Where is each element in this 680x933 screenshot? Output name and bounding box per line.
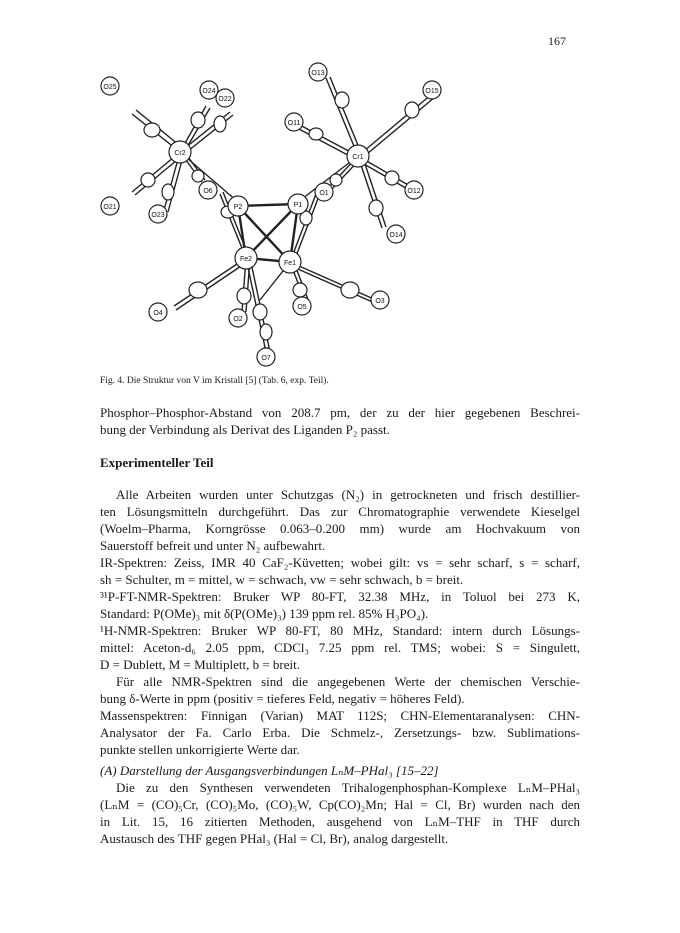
text-line: Phosphor–Phosphor-Abstand von 208.7 pm, der zu der hier gegebenen Beschrei- <box>100 405 580 420</box>
crystal-structure-figure <box>80 52 600 372</box>
atom-label: O7 <box>261 355 271 362</box>
text-line: Austausch des THF gegen PHal₃ (Hal = Cl, Br), analog dargestellt. <box>100 831 449 846</box>
text-line: ³¹P-FT-NMR-Spektren: Bruker WP 80-FT, 32.38 MHz, in Toluol bei 273 K, <box>100 589 580 604</box>
atom-label: O21 <box>103 204 117 211</box>
text-line: (LₙM = (CO)₅Cr, (CO)₅Mo, (CO)₅W, Cp(CO)₂Mn; Hal = Cl, Br) wurden nach den <box>100 797 580 812</box>
text-line: bung der Verbindung als Derivat des Liganden P₂ passt. <box>100 422 390 437</box>
atom-label: Cr1 <box>352 154 364 161</box>
text-line: Die zu den Synthesen verwendeten Trihalogenphosphan-Komplexe LₙM–PHal₃ <box>116 780 580 795</box>
atom-label: O6 <box>203 188 213 195</box>
text-line: Alle Arbeiten wurden unter Schutzgas (N₂) in getrockneten und frisch destillier- <box>116 487 580 502</box>
text-line: (Woelm–Pharma, Korngrösse 0.063–0.200 mm) wurde am Hochvakuum von <box>100 521 580 536</box>
atom-label: O1 <box>319 190 329 197</box>
intro-paragraph <box>100 404 580 438</box>
text-line: IR-Spektren: Zeiss, IMR 40 CaF₂-Küvetten; wobei gilt: vs = sehr scharf, s = scharf, <box>100 555 580 570</box>
text-line: Analysator der Fa. Carlo Erba. Die Schmelz-, Zersetzungs- bzw. Sublimations- <box>100 725 580 740</box>
section-a-title: (A) Darstellung der Ausgangsverbindungen LₙM–PHal₃ [15–22] <box>100 763 439 778</box>
atom-label: O23 <box>151 212 165 219</box>
atom-label: O4 <box>153 310 163 317</box>
atom-label: O13 <box>311 70 325 77</box>
atom-label: O14 <box>389 232 403 239</box>
section-heading: Experimenteller Teil <box>100 455 214 470</box>
section-a-paragraph <box>100 762 580 847</box>
text-line: Sauerstoff befreit und unter N₂ aufbewahrt. <box>100 538 326 553</box>
page-number: 167 <box>548 34 566 48</box>
atom-label: O2 <box>233 316 243 323</box>
atom-label: O25 <box>103 84 117 91</box>
text-line: Für alle NMR-Spektren sind die angegebenen Werte der chemischen Verschie- <box>116 674 580 689</box>
structure-drawing <box>80 52 600 372</box>
atom-label: Fe2 <box>239 256 253 263</box>
atom-label: Fe1 <box>283 260 297 267</box>
atom-label: O12 <box>407 188 421 195</box>
atom-label: O15 <box>425 88 439 95</box>
text-line: punkte stellen unkorrigierte Werte dar. <box>100 742 300 757</box>
text-line: ten Lösungsmitteln durchgeführt. Das zur Chromatographie verwendete Kieselgel <box>100 504 580 519</box>
text-line: sh = Schulter, m = mittel, w = schwach, vw = sehr schwach, b = breit. <box>100 572 464 587</box>
text-line: D = Dublett, M = Multiplett, b = breit. <box>100 657 301 672</box>
text-line: ¹H-NMR-Spektren: Bruker WP 80-FT, 80 MHz, Standard: intern durch Lösungs- <box>100 623 580 638</box>
atom-label: Cr2 <box>174 150 186 157</box>
text-line: in Lit. 15, 16 zitierten Methoden, ausgehend von LₙM–THF in THF durch <box>100 814 580 829</box>
atom-label: P1 <box>293 202 303 209</box>
experimental-paragraph <box>100 486 580 758</box>
text-line: Standard: P(OMe)₃ mit δ(P(OMe)₃) 139 ppm rel. 85% H₃PO₄). <box>100 606 429 621</box>
text-line: bung δ-Werte in ppm (positiv = tieferes Feld, negativ = höheres Feld). <box>100 691 465 706</box>
atom-label: O24 <box>202 88 216 95</box>
atom-label: O22 <box>218 96 232 103</box>
figure-caption: Fig. 4. Die Struktur von V im Kristall [5] (Tab. 6, exp. Teil). <box>100 376 329 386</box>
atom-label: O11 <box>287 120 301 127</box>
text-line: mittel: Aceton-d₆ 2.05 ppm, CDCl₃ 7.25 ppm rel. TMS; wobei: S = Singulett, <box>100 640 580 655</box>
text-line: Massenspektren: Finnigan (Varian) MAT 112S; CHN-Elementaranalysen: CHN- <box>100 708 580 723</box>
atom-label: O5 <box>297 304 307 311</box>
atom-label: O3 <box>375 298 385 305</box>
atom-label: P2 <box>233 204 243 211</box>
